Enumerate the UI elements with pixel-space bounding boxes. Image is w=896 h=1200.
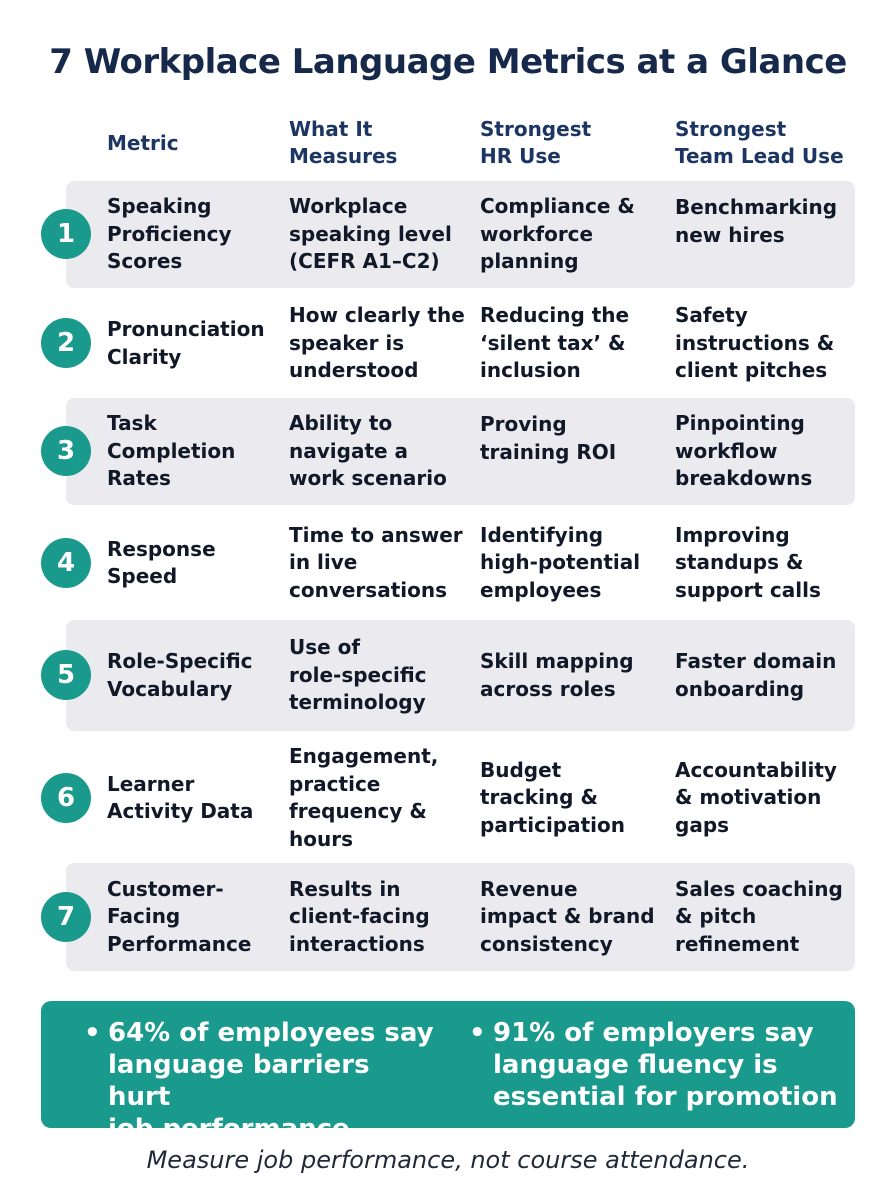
bullet-icon: • [84, 1018, 101, 1048]
what-it-measures: Results in client-facing interactions [289, 876, 430, 956]
header-hr-use: Strongest HR Use [480, 117, 592, 168]
row-number-badge: 3 [41, 426, 91, 476]
team-lead-use: Pinpointing workflow breakdowns [675, 411, 813, 491]
row-number-badge: 2 [41, 318, 91, 368]
hr-use: Identifying high-potential employees [480, 522, 641, 602]
team-lead-use: Accountability & motivation gaps [675, 757, 837, 837]
metric-name: Learner Activity Data [107, 771, 254, 823]
what-it-measures: Use of role-specific terminology [289, 635, 427, 715]
team-lead-use: Improving standups & support calls [675, 522, 821, 602]
header-team-lead-use: Strongest Team Lead Use [675, 117, 844, 168]
what-it-measures: Workplace speaking level (CEFR A1–C2) [289, 194, 452, 274]
team-lead-use: Sales coaching & pitch refinement [675, 876, 843, 956]
hr-use: Budget tracking & participation [480, 757, 626, 837]
stat-left-text: 64% of employees say language barriers hurt job performance [108, 1018, 434, 1144]
row-number-badge: 4 [41, 538, 91, 588]
metric-name: Role-Specific Vocabulary [107, 649, 253, 701]
hr-use: Reducing the ‘silent tax’ & inclusion [480, 303, 630, 383]
what-it-measures: Ability to navigate a work scenario [289, 411, 447, 491]
hr-use: Skill mapping across roles [480, 649, 634, 701]
team-lead-use: Faster domain onboarding [675, 649, 837, 701]
what-it-measures: Time to answer in live conversations [289, 522, 463, 602]
team-lead-use: Safety instructions & client pitches [675, 303, 835, 383]
stat-right-text: 91% of employers say language fluency is essential for promotion [493, 1018, 838, 1112]
header-metric: Metric [107, 131, 179, 155]
hr-use: Compliance & workforce planning [480, 194, 635, 274]
row-number-badge: 6 [41, 773, 91, 823]
metric-name: Response Speed [107, 536, 216, 588]
page-title: 7 Workplace Language Metrics at a Glance [49, 42, 847, 82]
team-lead-use: Benchmarking new hires [675, 195, 838, 247]
what-it-measures: Engagement, practice frequency & hours [289, 744, 439, 851]
metric-name: Task Completion Rates [107, 411, 236, 491]
row-number-badge: 7 [41, 892, 91, 942]
footer-tagline: Measure job performance, not course attendance. [146, 1146, 750, 1174]
header-what-it-measures: What It Measures [289, 117, 398, 168]
stat-right [469, 1017, 843, 1113]
metric-name: Speaking Proficiency Scores [107, 194, 232, 274]
stats-banner [41, 1001, 855, 1144]
row-number-badge: 1 [41, 209, 91, 259]
bullet-icon: • [469, 1018, 486, 1048]
what-it-measures: How clearly the speaker is understood [289, 303, 465, 383]
hr-use: Proving training ROI [480, 412, 617, 464]
row-number-badge: 5 [41, 650, 91, 700]
hr-use: Revenue impact & brand consistency [480, 876, 655, 956]
metric-name: Customer- Facing Performance [107, 876, 252, 956]
stat-left [84, 1017, 438, 1145]
metric-name: Pronunciation Clarity [107, 317, 265, 369]
